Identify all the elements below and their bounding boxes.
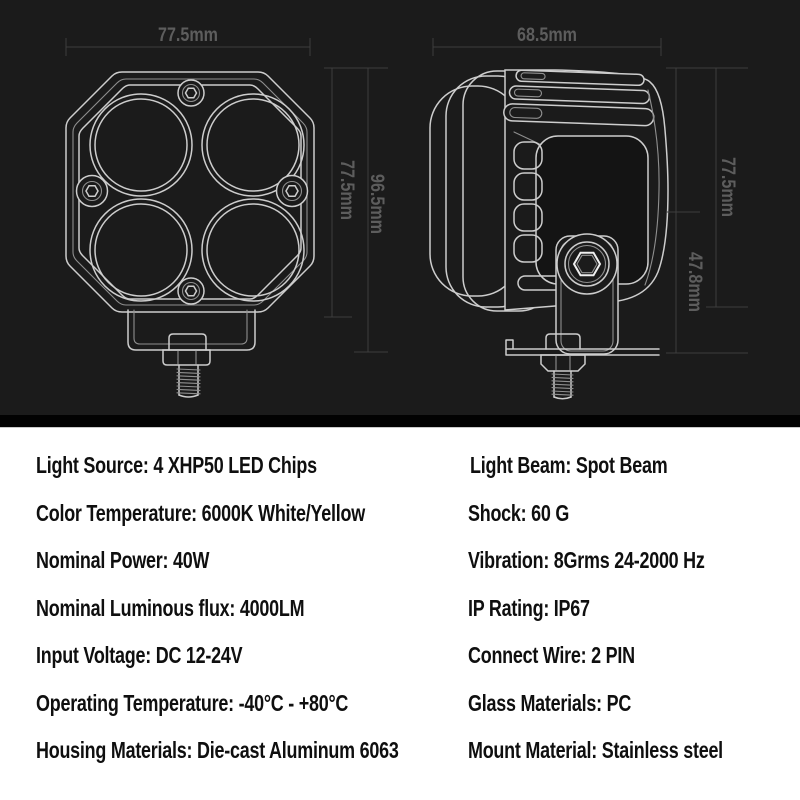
dimension-label: 47.8mm bbox=[684, 252, 705, 323]
spec-item: Operating Temperature: -40°C - +80°C bbox=[36, 690, 349, 716]
front-view-drawing bbox=[66, 72, 314, 397]
spec-item: Nominal Power: 40W bbox=[36, 547, 210, 573]
spec-item: Vibration: 8Grms 24-2000 Hz bbox=[468, 547, 705, 573]
spec-item: IP Rating: IP67 bbox=[468, 595, 590, 621]
spec-item: Color Temperature: 6000K White/Yellow bbox=[36, 500, 365, 526]
spec-item: Connect Wire: 2 PIN bbox=[468, 642, 635, 668]
lens-circles bbox=[90, 94, 304, 301]
dimension-label: 77.5mm bbox=[717, 157, 738, 228]
dimension-side-height bbox=[666, 68, 748, 353]
spec-item: Input Voltage: DC 12-24V bbox=[36, 642, 243, 668]
side-mount-bracket bbox=[556, 234, 618, 354]
heatsink-fins bbox=[504, 70, 656, 126]
spec-item: Housing Materials: Die-cast Aluminum 6063 bbox=[36, 737, 399, 763]
dimension-label: 77.5mm bbox=[336, 160, 357, 231]
side-view-drawing bbox=[430, 70, 668, 399]
spec-item: Nominal Luminous flux: 4000LM bbox=[36, 595, 305, 621]
section-divider bbox=[0, 415, 800, 427]
front-mount-bracket bbox=[128, 310, 255, 397]
dimension-front-width bbox=[66, 25, 310, 56]
spec-item: Glass Materials: PC bbox=[468, 690, 632, 716]
dimension-label: 77.5mm bbox=[158, 25, 218, 46]
spec-panel bbox=[0, 427, 800, 800]
dimension-front-height bbox=[324, 68, 388, 352]
spec-item: Mount Material: Stainless steel bbox=[468, 737, 723, 763]
spec-item: Shock: 60 G bbox=[468, 500, 570, 526]
spec-item: Light Source: 4 XHP50 LED Chips bbox=[36, 452, 317, 478]
dimension-side-depth bbox=[433, 25, 661, 56]
spec-item: Light Beam: Spot Beam bbox=[470, 452, 668, 478]
dimension-label: 68.5mm bbox=[517, 25, 577, 46]
dimension-label: 96.5mm bbox=[366, 174, 387, 245]
